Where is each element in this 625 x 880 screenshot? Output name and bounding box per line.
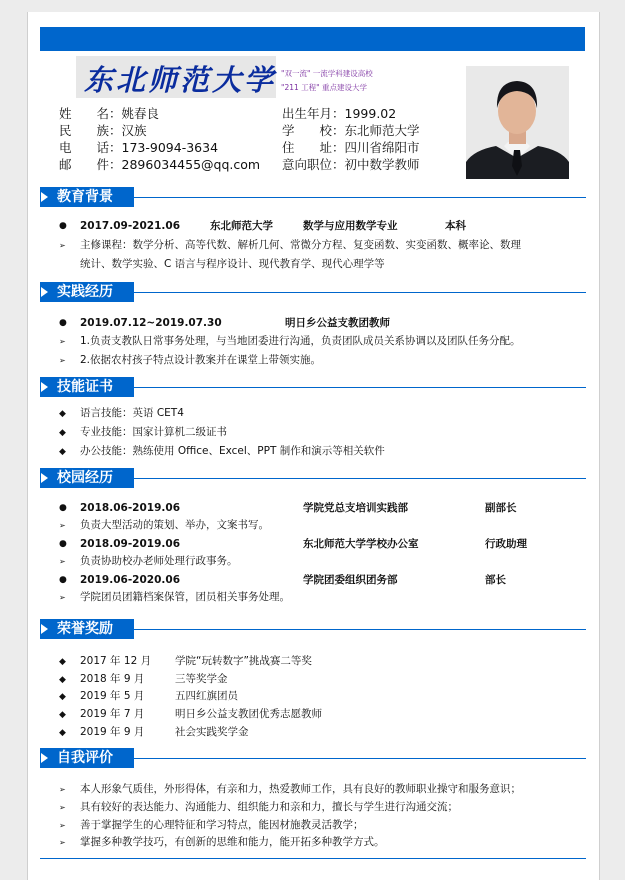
honor-3-date: 2019 年 5 月 [80,690,145,702]
info-school [282,123,420,139]
arrow-bullet-icon: ➢ [59,557,66,566]
diamond-bullet-icon: ◆ [59,409,66,419]
slogan-line-2: "211 工程" 重点建设大学 [281,83,367,92]
section-divider [134,629,586,630]
self-eval-item-2: 具有较好的表达能力、沟通能力、组织能力和亲和力，擅长与学生进行沟通交流； [80,801,458,813]
section-marker-icon [41,473,48,483]
honor-1-award: 学院“玩转数字”挑战赛二等奖 [175,655,312,667]
diamond-bullet-icon: ◆ [59,428,66,438]
arrow-bullet-icon: ➢ [59,337,66,346]
info-name-value: 姚春良 [121,106,160,121]
campus-3-period: 2019.06-2020.06 [80,574,181,586]
campus-3-role: 部长 [485,574,506,586]
campus-1-role: 副部长 [485,502,517,514]
section-divider [134,478,586,479]
info-school-value: 东北师范大学 [344,123,420,138]
diamond-bullet-icon: ◆ [59,692,66,702]
self-eval-item-3: 善于掌握学生的心理特征和学习特点，能因材施教灵活教学； [80,819,364,831]
arrow-bullet-icon: ➢ [59,838,66,847]
campus-2-desc: 负责协助校办老师处理行政事务。 [80,555,238,567]
edu-degree: 本科 [445,220,466,232]
diamond-bullet-icon: ◆ [59,710,66,720]
section-marker-icon [41,287,48,297]
info-email-value: 2896034455@qq.com [121,157,261,172]
section-divider [134,197,586,198]
edu-courses-line-2: 统计、数学实验、C 语言与程序设计、现代教育学、现代心理学等 [80,258,385,270]
practice-item-1: 1.负责支教队日常事务处理，与当地团委进行沟通，负责团队成员关系协调以及团队任务分配。 [80,335,521,347]
info-ethnicity [59,123,147,139]
disc-bullet-icon: ● [59,539,67,549]
skill-item-3: 办公技能：熟练使用 Office、Excel、PPT 制作和演示等相关软件 [80,445,385,457]
honor-2-award: 三等奖学金 [175,673,228,685]
disc-bullet-icon: ● [59,318,67,328]
disc-bullet-icon: ● [59,575,67,585]
section-divider [134,292,586,293]
honor-2-date: 2018 年 9 月 [80,673,145,685]
edu-major: 数学与应用数学专业 [303,220,398,232]
section-marker-icon [41,624,48,634]
info-school-label: 学 校： [282,123,345,138]
info-position [282,157,420,173]
campus-1-org: 学院党总支培训实践部 [303,502,408,514]
honor-4-award: 明日乡公益支教团优秀志愿教师 [175,708,322,720]
self-eval-item-4: 掌握多种教学技巧，有创新的思维和能力，能开拓多种教学方式。 [80,836,385,848]
info-name [59,106,159,122]
edu-courses-line-1: 主修课程：数学分析、高等代数、解析几何、常微分方程、复变函数、实变函数、概率论、数理 [80,239,521,251]
info-birth [282,106,396,122]
skill-item-2: 专业技能：国家计算机二级证书 [80,426,227,438]
arrow-bullet-icon: ➢ [59,241,66,250]
campus-2-org: 东北师范大学学校办公室 [303,538,419,550]
info-birth-label: 出生年月： [282,106,345,121]
practice-period: 2019.07.12~2019.07.30 [80,317,222,329]
disc-bullet-icon: ● [59,221,67,231]
info-address [282,140,420,156]
info-name-label: 姓 名： [59,106,122,121]
self-eval-item-1: 本人形象气质佳，外形得体，有亲和力，热爱教师工作，具有良好的教师职业操守和服务意识； [80,783,521,795]
footer-divider [40,858,586,859]
arrow-bullet-icon: ➢ [59,821,66,830]
arrow-bullet-icon: ➢ [59,356,66,365]
info-position-label: 意向职位： [282,157,345,172]
section-honors-title: 荣誉奖励 [57,621,113,637]
arrow-bullet-icon: ➢ [59,785,66,794]
disc-bullet-icon: ● [59,503,67,513]
section-campus-title: 校园经历 [57,470,113,486]
campus-1-period: 2018.06-2019.06 [80,502,181,514]
section-education-title: 教育背景 [57,189,113,205]
profile-photo [466,66,569,179]
section-practice-title: 实践经历 [57,284,113,300]
campus-3-desc: 学院团员团籍档案保管，团员相关事务处理。 [80,591,290,603]
edu-period: 2017.09-2021.06 [80,220,181,232]
edu-school: 东北师范大学 [210,220,273,232]
section-marker-icon [41,192,48,202]
info-email-label: 邮 件： [59,157,122,172]
campus-2-role: 行政助理 [485,538,527,550]
info-address-label: 住 址： [282,140,345,155]
diamond-bullet-icon: ◆ [59,657,66,667]
info-birth-value: 1999.02 [344,106,397,121]
campus-1-desc: 负责大型活动的策划、举办，文案书写。 [80,519,269,531]
section-skills-title: 技能证书 [57,379,113,395]
info-phone-value: 173-9094-3634 [121,140,219,155]
header-bar [40,27,585,51]
arrow-bullet-icon: ➢ [59,521,66,530]
practice-item-2: 2.依据农村孩子特点设计教案并在课堂上带领实施。 [80,354,322,366]
section-divider [134,387,586,388]
skill-item-1: 语言技能：英语 CET4 [80,407,184,419]
slogan-line-1: "双一流" 一流学科建设高校 [281,69,373,78]
diamond-bullet-icon: ◆ [59,728,66,738]
honor-5-date: 2019 年 9 月 [80,726,145,738]
section-marker-icon [41,382,48,392]
school-logo-text: 东北师范大学 [84,63,277,97]
practice-org: 明日乡公益支教团教师 [285,317,390,329]
info-ethnicity-label: 民 族： [59,123,122,138]
diamond-bullet-icon: ◆ [59,675,66,685]
campus-3-org: 学院团委组织团务部 [303,574,398,586]
info-address-value: 四川省绵阳市 [344,140,420,155]
honor-3-award: 五四红旗团员 [175,690,238,702]
info-phone [59,140,218,156]
arrow-bullet-icon: ➢ [59,803,66,812]
info-email [59,157,260,173]
campus-2-period: 2018.09-2019.06 [80,538,181,550]
section-self-eval-title: 自我评价 [57,750,113,766]
info-position-value: 初中数学教师 [344,157,420,172]
diamond-bullet-icon: ◆ [59,447,66,457]
section-divider [134,758,586,759]
arrow-bullet-icon: ➢ [59,593,66,602]
honor-1-date: 2017 年 12 月 [80,655,152,667]
info-ethnicity-value: 汉族 [121,123,147,138]
honor-5-award: 社会实践奖学金 [175,726,249,738]
info-phone-label: 电 话： [59,140,122,155]
honor-4-date: 2019 年 7 月 [80,708,145,720]
school-logo [76,56,276,98]
section-marker-icon [41,753,48,763]
